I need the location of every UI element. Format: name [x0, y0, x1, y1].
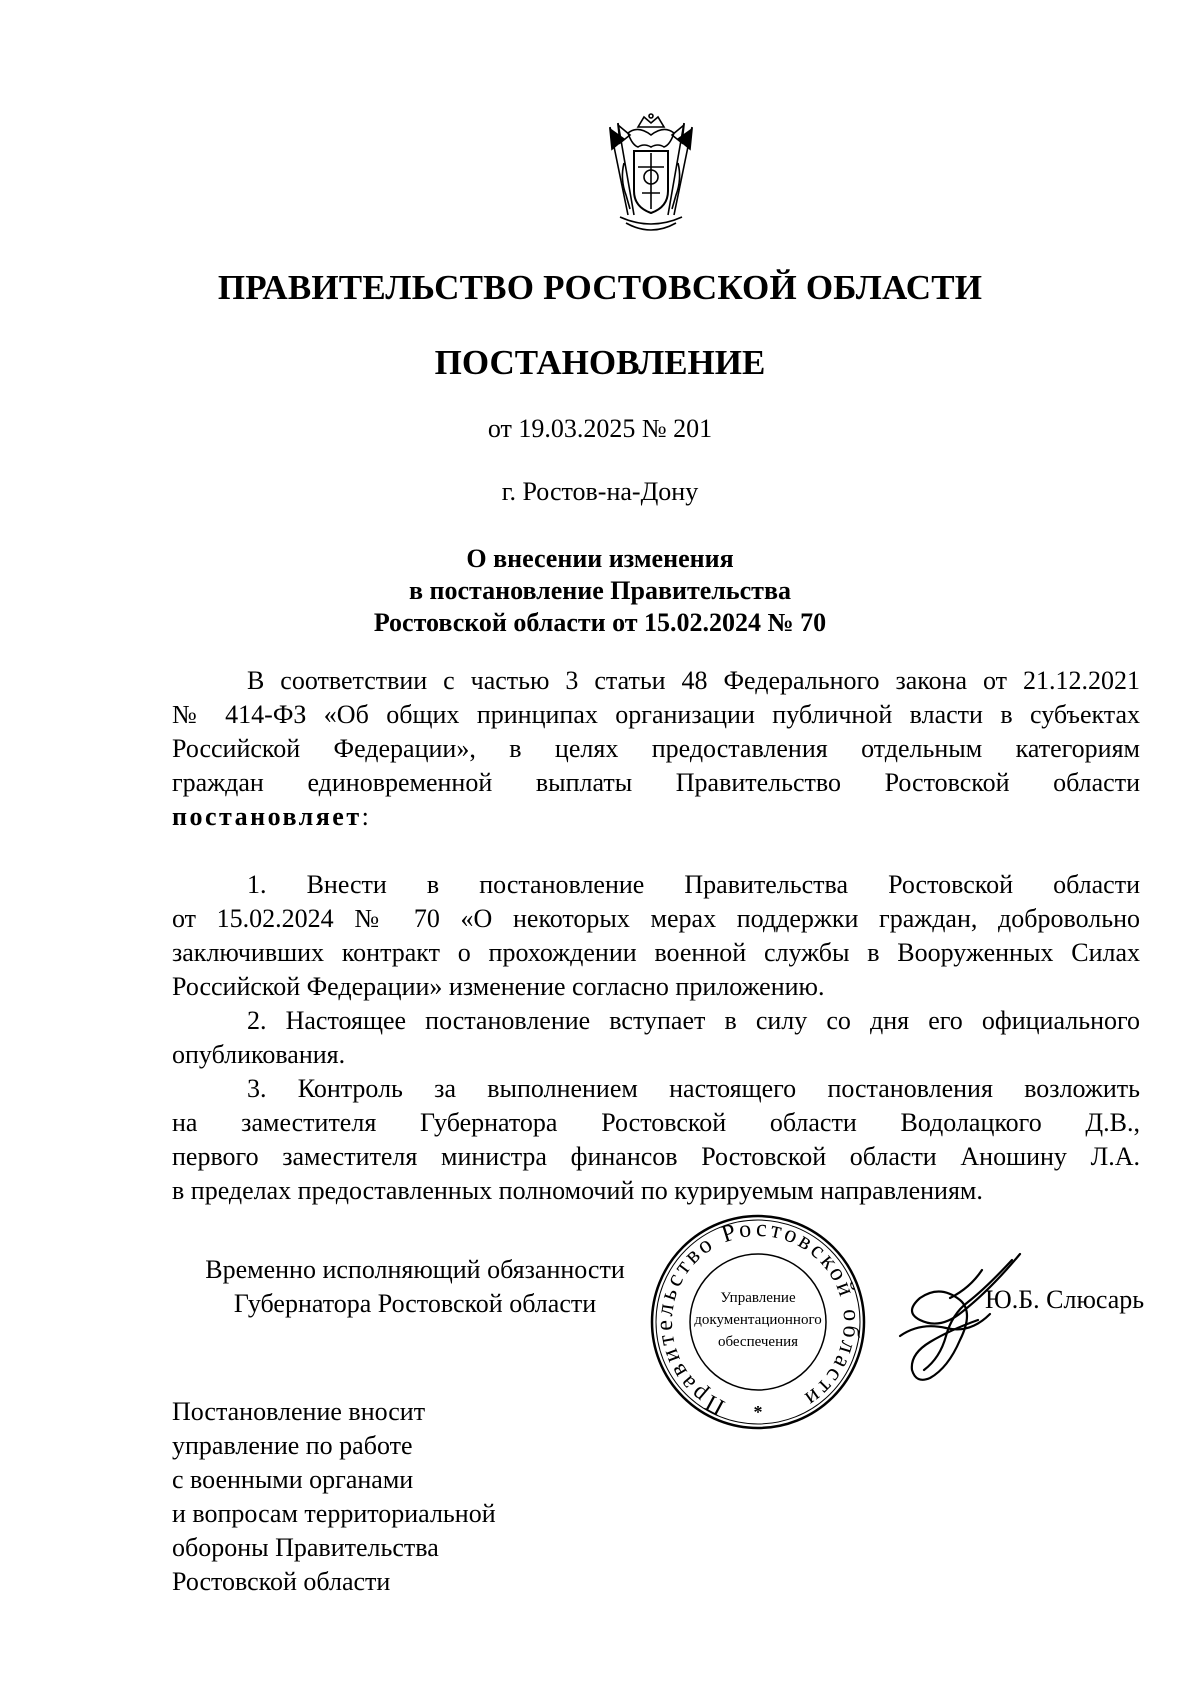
preamble-line: граждан единовременной выплаты Правительство Ростовской области: [172, 768, 1140, 797]
item-line: опубликования.: [172, 1040, 346, 1069]
item-line: 2. Настоящее постановление вступает в силу со дня его официального: [247, 1006, 1140, 1035]
preamble-line: Российской Федерации», в целях предоставления отдельным категориям: [172, 734, 1140, 763]
government-name: ПРАВИТЕЛЬСТВО РОСТОВСКОЙ ОБЛАСТИ: [217, 268, 983, 307]
stamp-star: *: [753, 1402, 763, 1422]
stamp-ring-text: Правительство Ростовской области: [651, 1215, 865, 1421]
footer-line: с военными органами: [172, 1465, 414, 1494]
item-line: первого заместителя министра финансов Ростовской области Аношину Л.А.: [172, 1142, 1140, 1171]
preamble-line: № 414-ФЗ «Об общих принципах организации публичной власти в субъектах: [172, 700, 1140, 729]
item-line: от 15.02.2024 № 70 «О некоторых мерах поддержки граждан, добровольно: [172, 904, 1140, 933]
item-line: 3. Контроль за выполнением настоящего постановления возложить: [247, 1074, 1140, 1103]
item-line: Российской Федерации» изменение согласно приложению.: [172, 972, 825, 1001]
footer-line: и вопросам территориальной: [172, 1499, 496, 1528]
item-line: заключивших контракт о прохождении военной службы в Вооруженных Силах: [172, 938, 1140, 967]
stamp-center-line: Управление: [720, 1290, 796, 1306]
decree-colon: :: [361, 802, 369, 831]
item-line: 1. Внести в постановление Правительства Ростовской области: [247, 870, 1140, 899]
item-2-paragraph: [172, 1004, 1140, 1072]
subject-line: в постановление Правительства: [408, 576, 791, 605]
signatory-position: [180, 1253, 650, 1321]
document-subject: [0, 543, 1200, 639]
stamp-center-line: обеспечения: [717, 1334, 799, 1350]
document-type: ПОСТАНОВЛЕНИЕ: [434, 343, 766, 382]
city: г. Ростов-на-Дону: [501, 477, 699, 506]
item-3-paragraph: [172, 1072, 1140, 1208]
position-line: Губернатора Ростовской области: [233, 1289, 597, 1318]
signer-name: Ю.Б. Слюсарь: [985, 1285, 1145, 1314]
rostov-oblast-coat-of-arms-icon: [598, 113, 704, 239]
position-line: Временно исполняющий обязанности: [205, 1255, 625, 1284]
item-line: на заместителя Губернатора Ростовской области Водолацкого Д.В.,: [172, 1108, 1140, 1137]
footer-line: Ростовской области: [172, 1567, 391, 1596]
footer-line: обороны Правительства: [172, 1533, 439, 1562]
handwritten-signature: [890, 1250, 1040, 1385]
decree-line: [172, 800, 1140, 834]
date-number: от 19.03.2025 № 201: [487, 414, 713, 443]
item-line: в пределах предоставленных полномочий по курируемым направлениям.: [172, 1176, 983, 1205]
item-1-paragraph: [172, 868, 1140, 1004]
preamble-paragraph: [172, 664, 1140, 834]
footer-introduced-by: [172, 1395, 592, 1599]
subject-line: О внесении изменения: [466, 544, 734, 573]
subject-line: Ростовской области от 15.02.2024 № 70: [373, 608, 827, 637]
stamp-center-line: документационного: [694, 1312, 822, 1328]
footer-line: управление по работе: [172, 1431, 413, 1460]
official-stamp: [648, 1212, 868, 1432]
decree-word: постановляет: [172, 802, 362, 831]
footer-line: Постановление вносит: [172, 1397, 426, 1426]
preamble-line: В соответствии с частью 3 статьи 48 Федерального закона от 21.12.2021: [247, 666, 1140, 695]
